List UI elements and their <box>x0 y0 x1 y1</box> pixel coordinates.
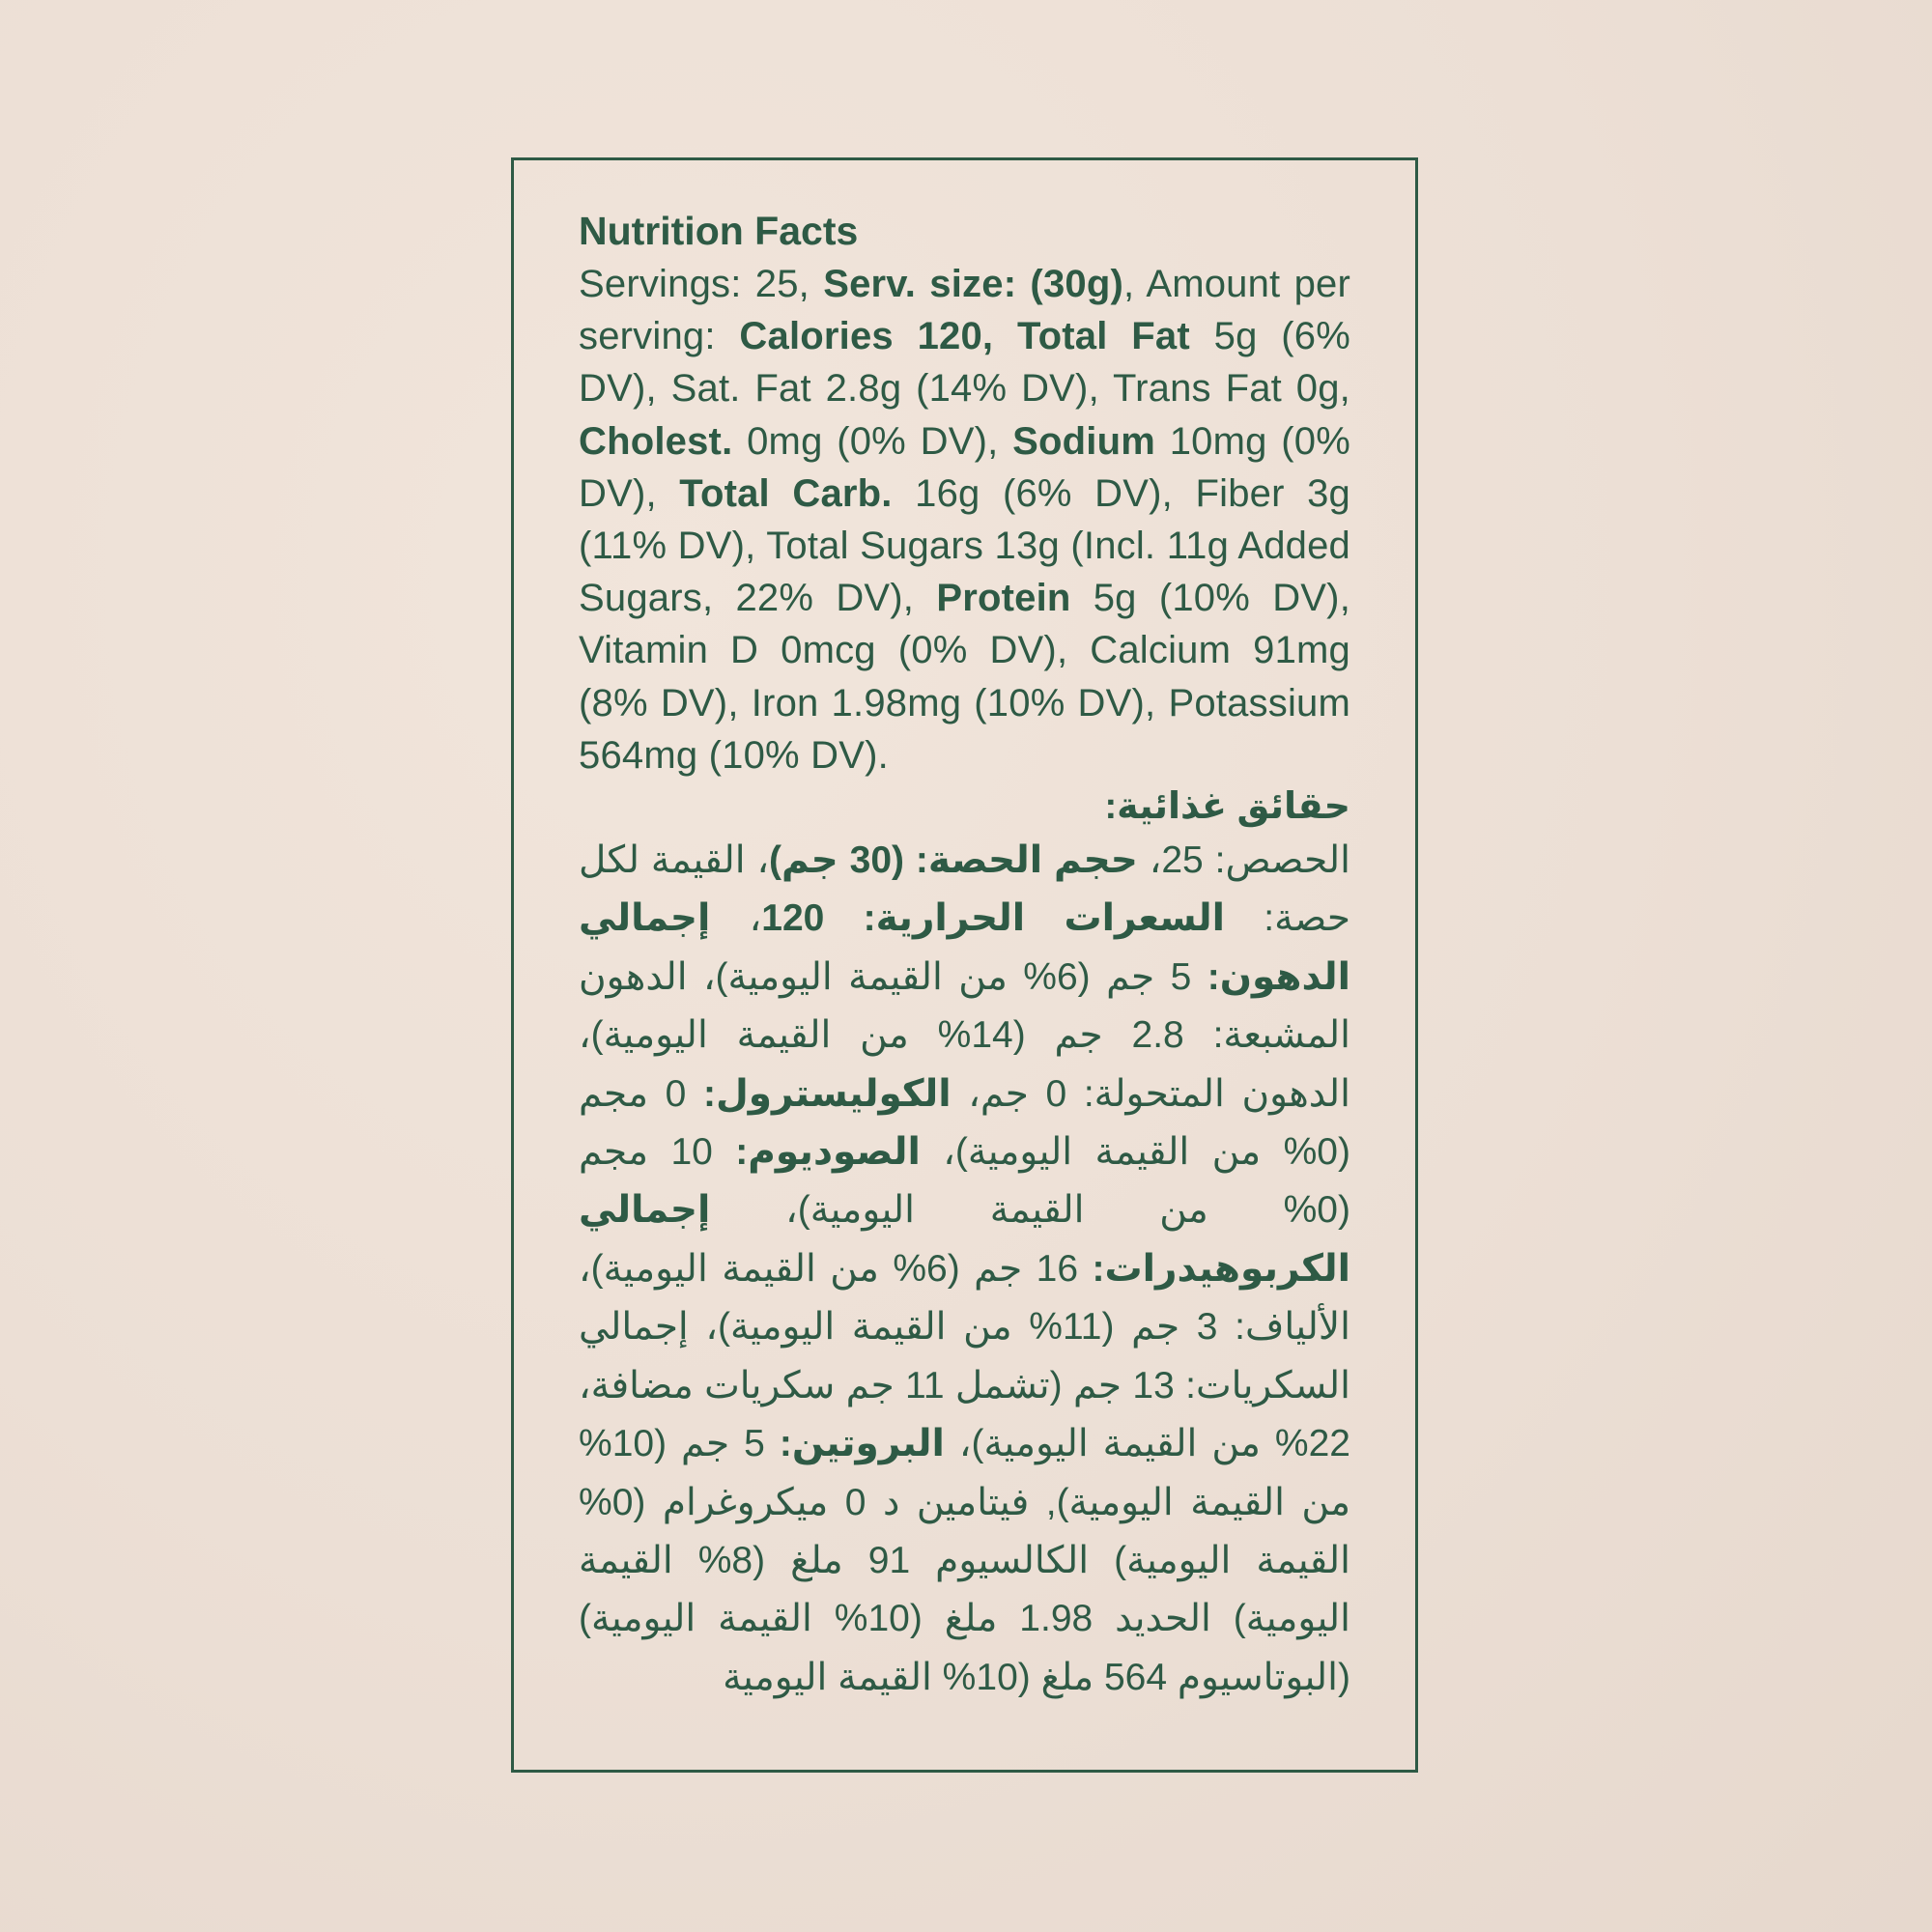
text-segment: ، القيمة لكل حصة: <box>579 839 1350 940</box>
text-segment: Servings: 25, <box>579 263 824 305</box>
text-segment: 5 جم (6% من القيمة اليومية)، الدهون المشبعة: 2.8 جم (14% من القيمة اليومية)، الدهون المتحولة: 0 جم، <box>579 955 1350 1115</box>
text-segment: 5g (6% DV), Sat. Fat 2.8g (14% DV), Trans Fat 0g, <box>579 315 1350 411</box>
text-segment-bold: Protein <box>936 577 1071 620</box>
text-segment-bold: الكوليسترول: <box>702 1072 952 1115</box>
text-segment: ، <box>710 897 762 940</box>
text-segment-bold: Calories 120, Total Fat <box>739 315 1190 358</box>
nutrition-facts-panel <box>511 157 1418 1773</box>
text-segment-bold: البروتين: <box>779 1423 945 1465</box>
text-segment: 5g (10% DV), Vitamin D 0mcg (0% DV), Calcium 91mg (8% DV), Iron 1.98mg (10% DV), Potassium 564mg (10% DV). <box>579 577 1351 777</box>
text-segment-bold: حجم الحصة: (30 جم) <box>769 839 1138 882</box>
arabic-nutrition-title: حقائق غذائية: <box>1104 786 1350 828</box>
text-segment: 16g (6% DV), Fiber 3g (11% DV), Total Sugars 13g (Incl. 11g Added Sugars, 22% DV), <box>579 471 1350 620</box>
text-segment: الحصص: 25، <box>1137 839 1350 882</box>
text-segment-bold: إجمالي الكربوهيدرات: <box>579 1189 1350 1290</box>
text-segment-bold: Sodium <box>1012 419 1156 463</box>
text-segment-bold: Cholest. <box>579 419 733 463</box>
text-segment-bold: إجمالي الدهون: <box>579 897 1351 998</box>
text-segment: 10mg (0% DV), <box>579 419 1350 515</box>
text-segment-bold: السعرات الحرارية: 120 <box>761 897 1225 940</box>
text-segment: , Amount per serving: <box>579 263 1350 358</box>
nutrition-facts-english-text <box>579 258 1350 781</box>
text-segment-bold: Serv. size: (30g) <box>823 263 1123 305</box>
nutrition-facts-title: Nutrition Facts <box>579 209 859 253</box>
text-segment: 0mg (0% DV), <box>732 419 1013 463</box>
nutrition-facts-arabic-text <box>579 832 1350 1707</box>
text-segment: 10 مجم (0% من القيمة اليومية)، <box>579 1131 1350 1232</box>
text-segment: 0 مجم (0% من القيمة اليومية)، <box>579 1072 1350 1174</box>
text-segment: 16 جم (6% من القيمة اليومية)، الألياف: 3 جم (11% من القيمة اليومية)، إجمالي السكريات: 13 جم (تشمل 11 جم سكريات مضافة، 22% من القيمة اليومية)، <box>579 1247 1351 1465</box>
text-segment: 5 جم (10% من القيمة اليومية), فيتامين د 0 ميكروغرام (0% القيمة اليومية) الكالسيوم 91 ملغ (8% القيمة اليومية) الحديد 1.98 ملغ (10% القيمة اليومية) (البوتاسيوم 564 ملغ (10% القيمة اليومية <box>579 1423 1351 1698</box>
text-segment-bold: الصوديوم: <box>735 1131 921 1174</box>
text-segment-bold: Total Carb. <box>679 471 893 515</box>
